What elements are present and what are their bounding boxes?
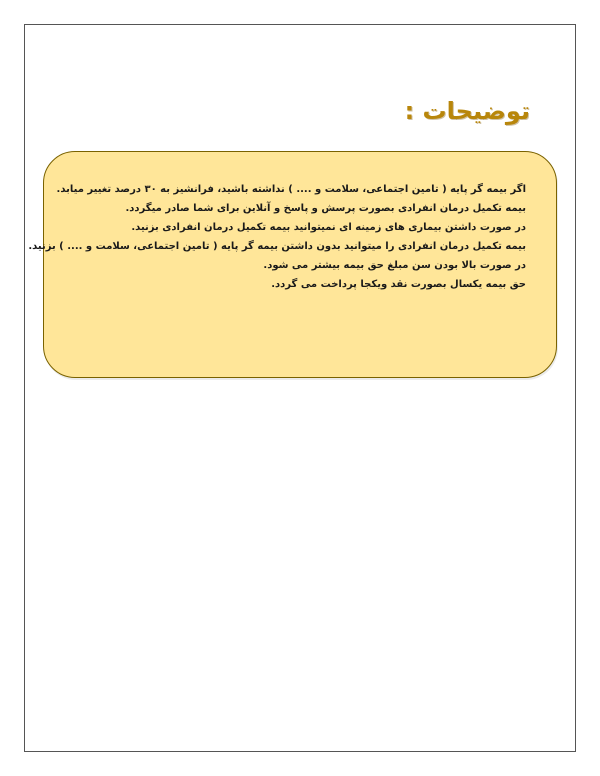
notes-box (28, 151, 557, 378)
note-item: بیمه تکمیل درمان انفرادی را میتوانید بدون داشتن بیمه گر پایه ( تامین اجتماعی، سلامت و .... ) بزنید. (28, 241, 526, 252)
page-frame (24, 24, 576, 752)
note-item: در صورت بالا بودن سن مبلغ حق بیمه بیشتر می شود. (263, 260, 526, 271)
note-item: بیمه تکمیل درمان انفرادی بصورت پرسش و پاسخ و آنلاین برای شما صادر میگردد. (125, 203, 526, 214)
page-heading: توضیحات : (404, 97, 530, 125)
notes-list (28, 180, 526, 294)
note-item: اگر بیمه گر پایه ( تامین اجتماعی، سلامت و .... ) نداشته باشید، فرانشیز به ۳۰ درصد تغییر میابد. (56, 184, 526, 195)
note-item: در صورت داشتن بیماری های زمینه ای نمیتوانید بیمه تکمیل درمان انفرادی بزنید. (131, 222, 526, 233)
note-item: حق بیمه یکسال بصورت نقد ویکجا پرداخت می گردد. (271, 279, 526, 290)
